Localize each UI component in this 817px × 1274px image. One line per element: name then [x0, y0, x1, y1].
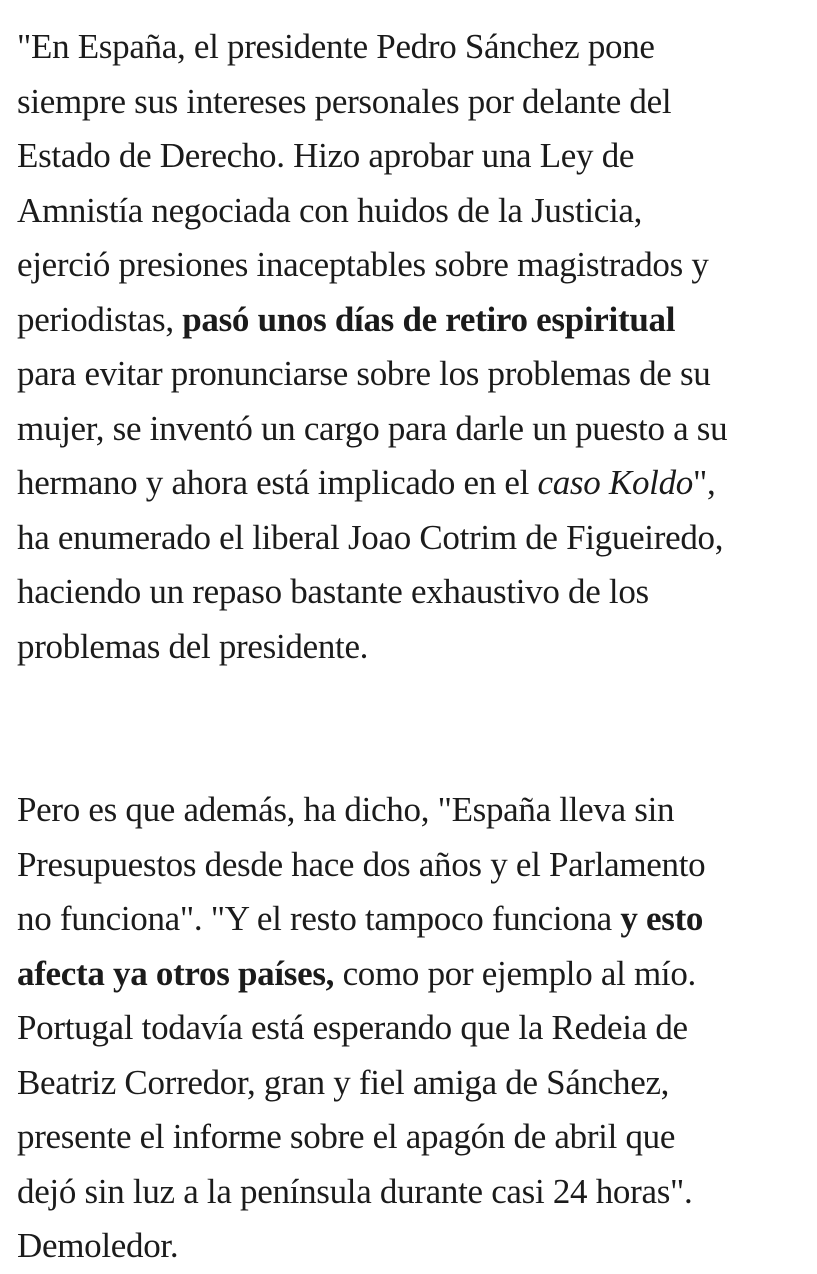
bold-emphasis: afecta ya otros países,	[17, 953, 335, 993]
text-run: como por ejemplo al mío.	[334, 953, 696, 993]
text-line: mujer, se inventó un cargo para darle un puesto a su	[17, 408, 728, 448]
text-line: Estado de Derecho. Hizo aprobar una Ley de	[17, 136, 635, 175]
text-line: Beatriz Corredor, gran y fiel amiga de Sánchez,	[17, 1062, 670, 1102]
text-line	[17, 456, 812, 511]
text-line: para evitar pronunciarse sobre los problemas de su	[17, 354, 711, 393]
article-body	[17, 20, 812, 1274]
bold-emphasis: y esto	[620, 899, 704, 938]
text-run: ",	[692, 463, 716, 502]
bold-emphasis: pasó unos días de retiro espiritual	[182, 299, 676, 339]
text-line	[17, 892, 812, 947]
text-run: periodistas,	[17, 299, 183, 339]
text-line: ejerció presiones inaceptables sobre magistrados y	[17, 245, 709, 284]
text-line: ha enumerado el liberal Joao Cotrim de Figueiredo,	[17, 517, 724, 557]
italic-emphasis: caso Koldo	[537, 463, 693, 502]
text-line: haciendo un repaso bastante exhaustivo de los	[17, 572, 649, 611]
text-line: Amnistía negociada con huidos de la Justicia,	[17, 190, 643, 230]
text-line: presente el informe sobre el apagón de abril que	[17, 1117, 676, 1156]
text-line: Portugal todavía está esperando que la Redeia de	[17, 1008, 688, 1047]
text-line	[17, 947, 812, 1002]
paragraph-quote-sanchez	[17, 20, 812, 674]
text-line: "En España, el presidente Pedro Sánchez pone	[17, 27, 655, 66]
text-line: Demoledor.	[17, 1226, 179, 1265]
text-line: problemas del presidente.	[17, 626, 369, 666]
text-run: hermano y ahora está implicado en el	[17, 463, 538, 502]
text-line: dejó sin luz a la península durante casi 24 horas".	[17, 1171, 693, 1211]
text-line: Presupuestos desde hace dos años y el Parlamento	[17, 844, 706, 884]
text-line: Pero es que además, ha dicho, "España lleva sin	[17, 790, 675, 829]
text-line	[17, 293, 812, 348]
text-line: siempre sus intereses personales por delante del	[17, 81, 672, 121]
text-run: no funciona". "Y el resto tampoco funciona	[17, 899, 621, 938]
